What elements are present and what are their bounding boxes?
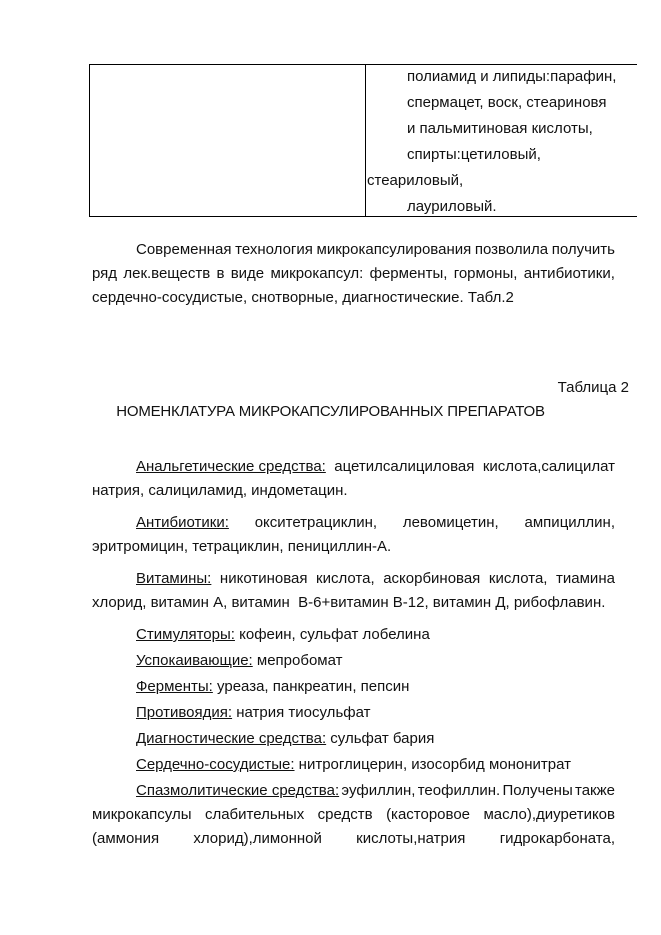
group-line: эритромицин, тетрациклин, пенициллин-А. <box>92 538 392 555</box>
table-cell-line: полиамид и липиды:парафин, <box>407 68 617 85</box>
word: ампициллин, <box>524 514 615 531</box>
word: ацетилсалициловая <box>334 458 475 475</box>
section-heading: НОМЕНКЛАТУРА МИКРОКАПСУЛИРОВАННЫХ ПРЕПАРАТОВ <box>116 403 545 420</box>
group-label: Витамины: <box>136 570 212 587</box>
intro-line-3: сердечно-сосудистые, снотворные, диагностические. Табл.2 <box>92 289 514 306</box>
group-line: хлорид, витамин А, витамин В-6+витамин В-12, витамин Д, рибофлавин. <box>92 594 606 611</box>
group-label: Спазмолитические средства: <box>136 782 340 799</box>
word: никотиновая <box>219 570 308 587</box>
group-diagnostic <box>136 727 434 751</box>
word: ряд <box>92 265 118 282</box>
group-text: мепробомат <box>252 652 343 669</box>
word: позволила <box>474 241 549 258</box>
word: гидрокарбоната, <box>499 830 615 847</box>
group-line <box>92 803 615 827</box>
word: Получены <box>502 782 573 799</box>
word: кислота, <box>316 570 375 587</box>
table-label: Таблица 2 <box>557 379 629 396</box>
group-line <box>92 567 615 591</box>
group-spasmolytic <box>92 779 615 851</box>
group-line: натрия, салициламид, индометацин. <box>92 482 348 499</box>
word: кислоты,натрия <box>356 830 466 847</box>
group-sedatives <box>136 649 343 673</box>
intro-line-1 <box>92 238 615 262</box>
intro-paragraph <box>92 238 615 310</box>
word: тиамина <box>556 570 615 587</box>
group-line <box>92 511 615 535</box>
group-enzymes <box>136 675 409 699</box>
intro-line-2 <box>92 262 615 286</box>
group-analgesic <box>92 455 615 503</box>
table-cell-line: и пальмитиновая кислоты, <box>407 120 593 137</box>
table-column-divider <box>365 65 366 216</box>
word: получить <box>551 241 615 258</box>
word: эуфиллин, <box>341 782 416 799</box>
group-label: Диагностические средства: <box>136 730 327 747</box>
word: масло),диуретиков <box>483 806 615 823</box>
word: антибиотики, <box>523 265 615 282</box>
group-vitamins <box>92 567 615 615</box>
word: ферменты, <box>369 265 448 282</box>
table-cell-line: спирты:цетиловый, <box>407 146 541 163</box>
word: кислота, <box>488 570 548 587</box>
table-cell-line: спермацет, воск, стеариновя <box>407 94 607 111</box>
table-cell-line: лауриловый. <box>407 198 497 215</box>
group-label: Анальгетические средства: <box>136 458 326 475</box>
group-label: Стимуляторы: <box>136 626 235 643</box>
word: слабительных <box>204 806 305 823</box>
group-text: кофеин, сульфат лобелина <box>234 626 430 643</box>
group-antidotes <box>136 701 370 725</box>
group-text: уреаза, панкреатин, пепсин <box>212 678 410 695</box>
group-stimulants <box>136 623 430 647</box>
word: окситетрациклин, <box>254 514 378 531</box>
top-table <box>89 64 637 217</box>
word: теофиллин. <box>417 782 501 799</box>
group-line <box>92 779 615 803</box>
word: гормоны, <box>453 265 518 282</box>
word: кислота,салицилат <box>482 458 615 475</box>
word: хлорид),лимонной <box>193 830 322 847</box>
word: (аммония <box>92 830 160 847</box>
word: также <box>575 782 615 799</box>
word: лек.веществ <box>123 265 211 282</box>
word: микрокапсул: <box>270 265 364 282</box>
group-cardio <box>136 753 571 777</box>
table-cell-line: стеариловый, <box>367 172 464 189</box>
word: Современная <box>136 241 232 258</box>
word: в <box>216 265 225 282</box>
group-label: Успокаивающие: <box>136 652 253 669</box>
group-line <box>92 455 615 479</box>
group-text: натрия тиосульфат <box>232 704 371 721</box>
group-label: Ферменты: <box>136 678 213 695</box>
word: средств <box>317 806 373 823</box>
group-text: сульфат бария <box>326 730 435 747</box>
group-antibiotics <box>92 511 615 559</box>
group-label: Противоядия: <box>136 704 233 721</box>
word: технология <box>235 241 313 258</box>
group-text: нитроглицерин, изосорбид мононитрат <box>294 756 571 773</box>
group-label: Сердечно-сосудистые: <box>136 756 295 773</box>
word: левомицетин, <box>402 514 499 531</box>
word: аскорбиновая <box>383 570 481 587</box>
word: виде <box>230 265 265 282</box>
group-line <box>92 827 615 851</box>
word: микрокапсулирования <box>316 241 472 258</box>
group-label: Антибиотики: <box>136 514 229 531</box>
word: (касторовое <box>386 806 471 823</box>
word: микрокапсулы <box>92 806 192 823</box>
